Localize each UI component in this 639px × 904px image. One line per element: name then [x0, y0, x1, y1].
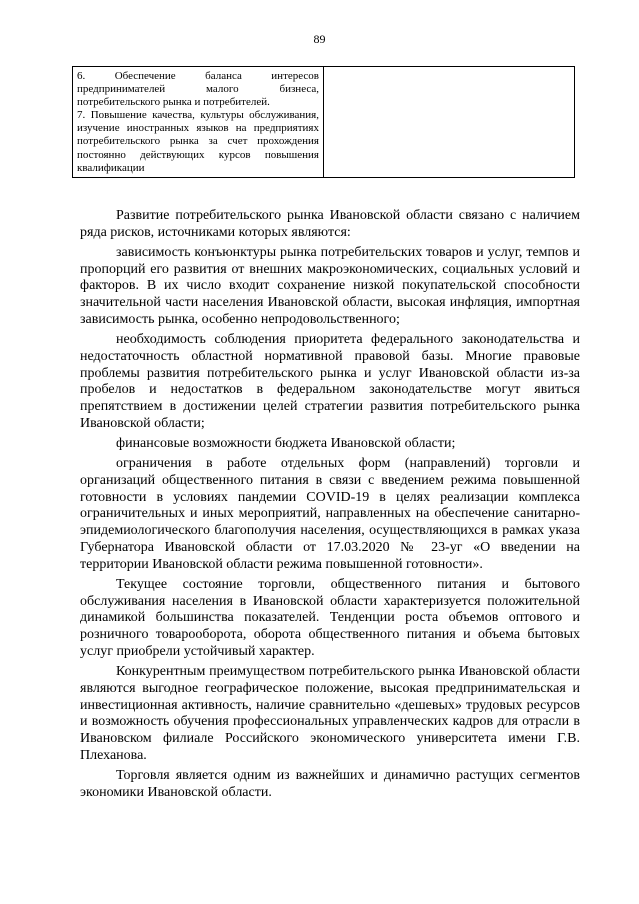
paragraph-market-dependence: зависимость конъюнктуры рынка потребительских товаров и услуг, темпов и пропорций его развития от внешних макроэкономических, социальных условий и факторов. В их число входит сохранение низкой покупательской способности значительной части населения Ивановской области, высокая инфляция, импортная зависимость рынка, особенно непродовольственного;	[80, 244, 580, 328]
paragraph-budget: финансовые возможности бюджета Ивановской области;	[116, 435, 456, 451]
page-number: 89	[313, 32, 326, 46]
table-cell-measures	[73, 67, 324, 178]
paragraph-legislation: необходимость соблюдения приоритета федерального законодательства и недостаточность областной нормативной правовой базы. Многие правовые проблемы развития потребительского рынка и услуг Ивановской области из-за пробелов и недостатков в федеральном законодательстве могут явиться препятствием в достижении целей стратегии развития потребительского рынка Ивановской области;	[80, 331, 580, 432]
paragraph-current-state: Текущее состояние торговли, общественного питания и бытового обслуживания населения в Ивановской области характеризуется положительной динамикой большинства показателей. Тенденции роста объемов оптового и розничного товарооборота, оборота общественного питания и объема бытовых услуг приобрели устойчивый характер.	[80, 576, 580, 660]
table-cell-empty	[324, 67, 575, 178]
paragraph-competitive-advantage: Конкурентным преимуществом потребительского рынка Ивановской области являются выгодное географическое положение, высокая предпринимательская и инвестиционная активность, наличие сравнительно «дешевых» трудовых ресурсов и возможность обучения профессиональных управленческих кадров для отрасли в Ивановском филиале Российского экономического университета имени Г.В. Плеханова.	[80, 663, 580, 764]
table-item-6: 6. Обеспечение баланса интересов предпринимателей малого бизнеса, потребительского рынка и потребителей.	[77, 70, 319, 109]
paragraph-risks-intro: Развитие потребительского рынка Ивановской области связано с наличием ряда рисков, источниками которых являются:	[80, 208, 580, 240]
table-row	[73, 67, 575, 178]
table-item-7: 7. Повышение качества, культуры обслуживания, изучение иностранных языков на предприятиях потребительского рынка за счет прохождения постоянно действующих курсов повышения квалификации	[77, 109, 319, 174]
document-body	[80, 208, 580, 805]
measures-table	[72, 66, 575, 178]
paragraph-covid-restrictions: ограничения в работе отдельных форм (направлений) торговли и организаций общественного питания в связи с введением режима повышенной готовности в условиях пандемии COVID-19 в целях реализации комплекса ограничительных и иных мероприятий, направленных на обеспечение санитарно-эпидемиологического благополучия населения, осуществляющихся в рамках указа Губернатора Ивановской области от 17.03.2020 № 23-уг «О введении на территории Ивановской области режима повышенной готовности».	[80, 455, 580, 572]
paragraph-trade-segment: Торговля является одним из важнейших и динамично растущих сегментов экономики Ивановской области.	[80, 768, 580, 800]
